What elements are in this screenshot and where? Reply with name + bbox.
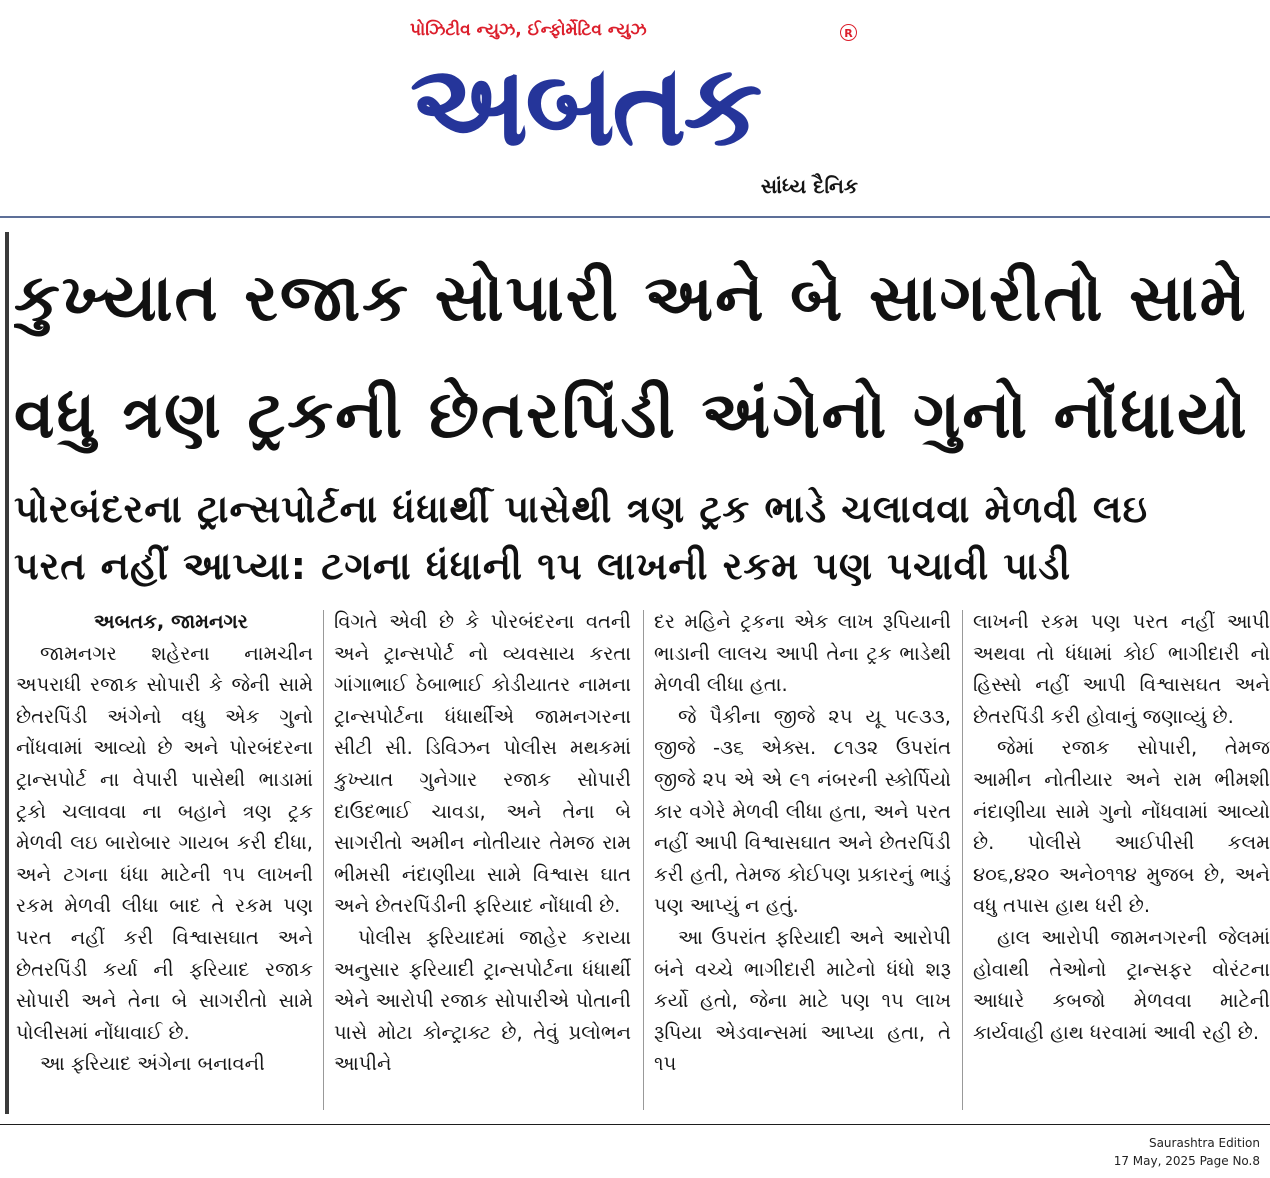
article-paragraph: પોલીસ ફરિયાદમાં જાહેર કરાયા અનુસાર ફરિયાદી ટ્રાન્સપોર્ટના ધંધાર્થી એને આરોપી રજાક સોપારીએ પોતાની પાસે મોટા કોન્ટ્રાક્ટ છે, તેવું પ્રલોભન આપીને [334, 925, 631, 1076]
article-paragraph: જામનગર શહેરના નામચીન અપરાધી રજાક સોપારી કે જેની સામે છેતરપિંડી અંગેનો વધુ એક ગુનો નોંધવામાં આવ્યો છે અને પોરબંદરના ટ્રાન્સપોર્ટ ના વેપારી પાસેથી ભાડામાં ટ્રકો ચલાવવા ના બહાને ત્રણ ટ્રક મેળવી લઇ બારોબાર ગાયબ કરી દીધા, અને ટગના ધંધા માટેની ૧૫ લાખની રકમ મેળવી લીધા બાદ તે રકમ પણ પરત નહીં કરી વિશ્વાસઘાત અને છેતરપિંડી કર્યા ની ફરિયાદ રજાક સોપારી અને તેના બે સાગરીતો સામે પોલીસમાં નોંધાવાઈ છે. [16, 641, 313, 1044]
headline-line-2: વધુ ત્રણ ટ્રકની છેતરપિંડી અંગેનો ગુનો નોંધાયો [14, 378, 1249, 453]
article-paragraph: લાખની રકમ પણ પરત નહીં આપી અથવા તો ધંધામાં કોઈ ભાગીદારી નો હિસ્સો નહીં આપી વિશ્વાસઘત અને છેતરપિંડી કરી હોવાનું જણાવ્યું છે. [973, 610, 1270, 728]
article-paragraph: હાલ આરોપી જામનગરની જેલમાં હોવાથી તેઓનો ટ્રાન્સફર વોરંટના આધારે કબજો મેળવવા માટેની કાર્યવાહી હાથ ધરવામાં આવી રહી છે. [973, 925, 1270, 1044]
article-paragraph: વિગતે એવી છે કે પોરબંદરના વતની અને ટ્રાન્સપોર્ટ નો વ્યવસાય કરતા ગાંગાભાઈ ઠેબાભાઈ કોડીયાતર નામના ટ્રાન્સપોર્ટના ધંધાર્થીએ જામનગરના સીટી સી. ડિવિઝન પોલીસ મથકમાં કુખ્યાત ગુનેગાર રજાક સોપારી દાઉદભાઈ ચાવડા, અને તેના બે સાગરીતો અમીન નોતીયાર તેમજ રામ ભીમસી નંદાણીયા સામે વિશ્વાસ ઘાત અને છેતરપિંડીની ફરિયાદ નોંધાવી છે. [334, 610, 631, 918]
newspaper-logo: અબતક [410, 41, 760, 171]
column-divider [962, 610, 963, 1110]
article-paragraph: આ ઉપરાંત ફરિયાદી અને આરોપી બંને વચ્ચે ભાગીદારી માટેનો ધંધો શરૂ કર્યો હતો, જેના માટે પણ ૧૫ લાખ રૂપિયા એડવાન્સમાં આપ્યા હતા, તે ૧૫ [654, 925, 951, 1076]
article-dateline: અબતક, જામનગર [94, 610, 248, 633]
article-left-border [5, 232, 9, 1114]
article-column-3 [654, 606, 951, 1116]
masthead-divider [0, 216, 1270, 218]
article-subheadline [14, 481, 1264, 595]
footer-divider [0, 1124, 1270, 1125]
column-divider [323, 610, 324, 1110]
subheadline-line-1: પોરબંદરના ટ્રાન્સપોર્ટના ધંધાર્થી પાસેથી ત્રણ ટ્રક ભાડે ચલાવવા મેળવી લઇ [14, 487, 1149, 531]
article-column-1 [16, 606, 313, 1116]
masthead [0, 0, 1270, 214]
article-paragraph: આ ફરિયાદ અંગેના બનાવની [40, 1052, 265, 1076]
masthead-tagline: પોઝિટીવ ન્યુઝ, ઈન્ફોર્મેટિવ ન્યુઝ [410, 20, 647, 40]
article-column-2 [334, 606, 631, 1116]
registered-trademark-icon: R [840, 24, 857, 41]
subheadline-line-2: પરત નહીં આપ્યા: ટગના ધંધાની ૧૫ લાખની રકમ પણ પચાવી પાડી [14, 544, 1072, 588]
masthead-subtitle: સાંધ્ય દૈનિક [760, 174, 858, 198]
edition-name: Saurashtra Edition [1148, 1136, 1260, 1150]
article-body [16, 606, 1270, 1118]
edition-info [1030, 1134, 1260, 1170]
article-paragraph: જે પૈકીના જીજે ૨૫ યૂ ૫૯૩૩, જીજે -૩૬ એક્સ. ૮૧૩૨ ઉપરાંત જીજે ૨૫ એ એ ૯૧ નંબરની સ્કોર્પિયો કાર વગેરે મેળવી લીધા હતા, અને પરત નહીં આપી વિશ્વાસઘાત અને છેતરપિંડી કરી હતી, તેમજ કોઈપણ પ્રકારનું ભાડું પણ આપ્યું ન હતું. [654, 704, 951, 918]
article-paragraph: જેમાં રજાક સોપારી, તેમજ આમીન નોતીયાર અને રામ ભીમશી નંદાણીયા સામે ગુનો નોંધવામાં આવ્યો છે. પોલીસે આઈપીસી કલમ ૪૦૬,૪૨૦ અને૦૧૧૪ મુજબ છે, અને વધુ તપાસ હાથ ધરી છે. [973, 736, 1270, 918]
column-divider [643, 610, 644, 1110]
edition-date-page: 17 May, 2025 Page No.8 [1113, 1154, 1260, 1168]
article-column-4 [973, 606, 1270, 1116]
article-headline [14, 240, 1264, 474]
headline-line-1: કુખ્યાત રજાક સોપારી અને બે સાગરીતો સામે [14, 261, 1248, 336]
article-paragraph: દર મહિને ટ્રકના એક લાખ રૂપિયાની ભાડાની લાલચ આપી તેના ટ્રક ભાડેથી મેળવી લીધા હતા. [654, 610, 951, 697]
